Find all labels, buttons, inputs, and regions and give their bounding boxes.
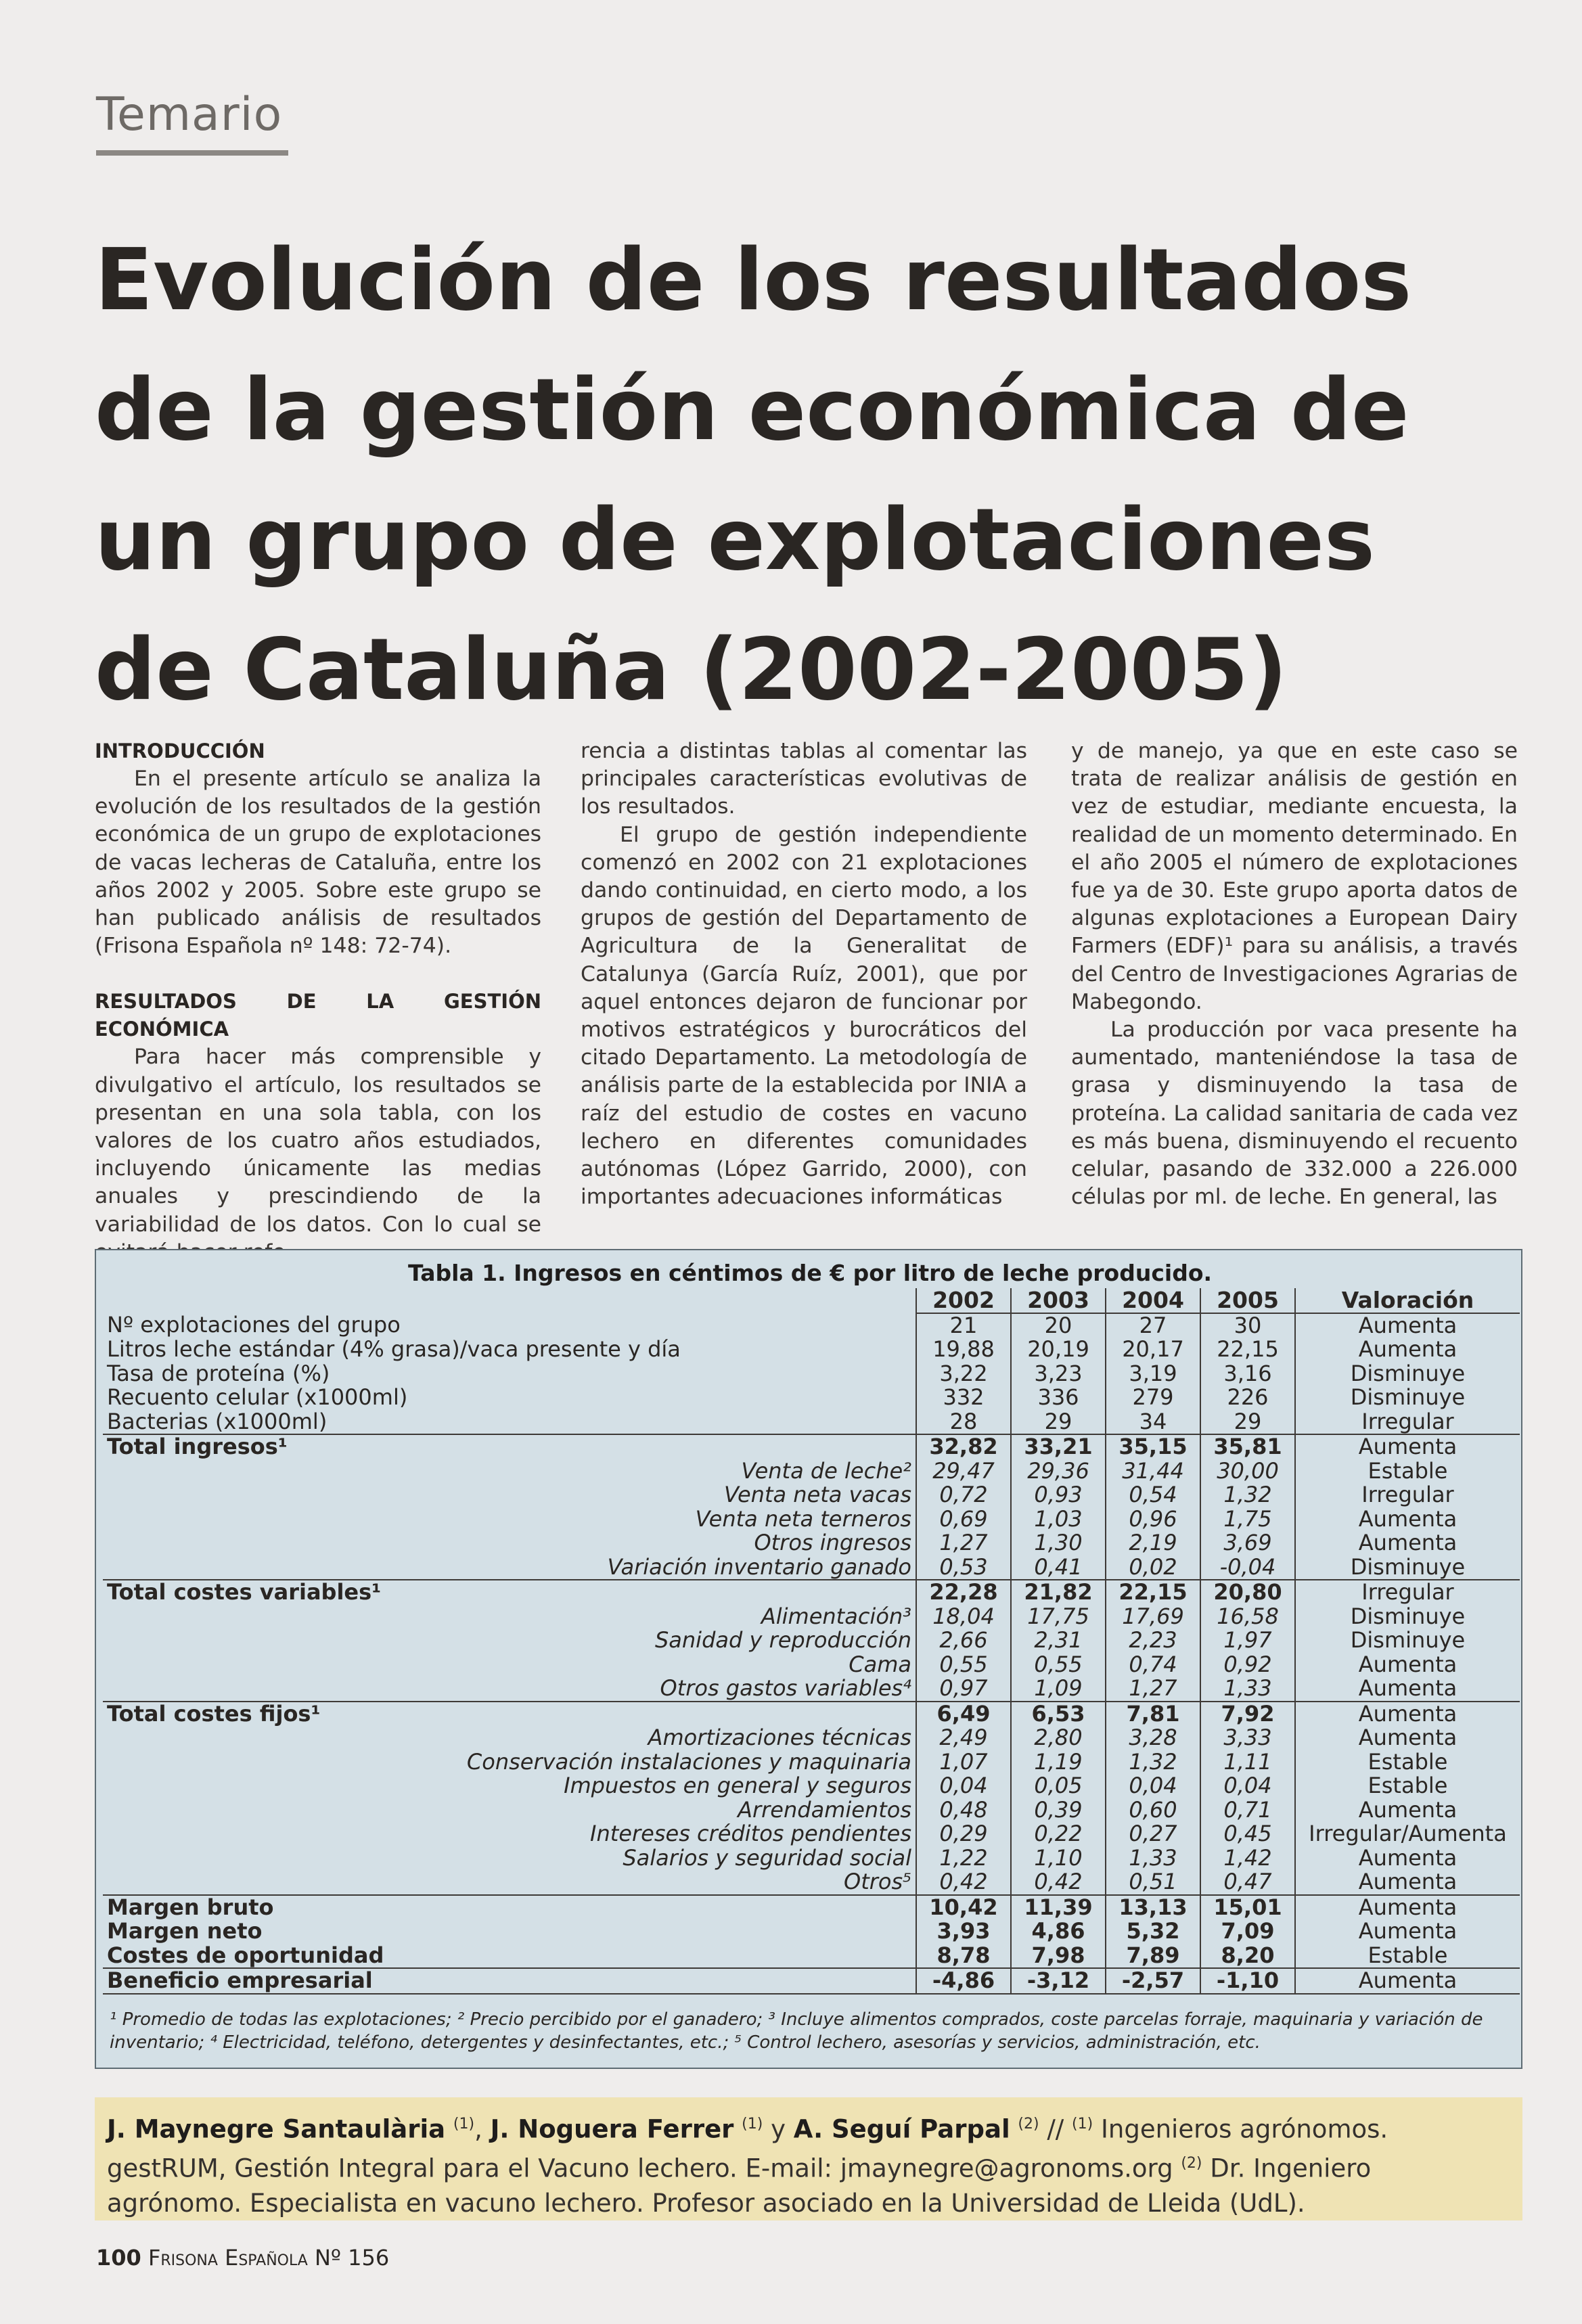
cell-value: 1,22 bbox=[916, 1846, 1011, 1871]
table-row bbox=[103, 1580, 1520, 1605]
cell-valoracion: Irregular/Aumenta bbox=[1295, 1822, 1520, 1846]
table-row bbox=[103, 1944, 1520, 1969]
author-affiliation: Ingenieros agrónomos. gestRUM, Gestión Integral para el Vacuno lechero. E-mail: jmaynegre@agronoms.org bbox=[107, 2114, 1388, 2183]
row-label: Recuento celular (x1000ml) bbox=[107, 1384, 408, 1410]
cell-value: 8,78 bbox=[916, 1944, 1011, 1969]
row-label: Venta de leche² bbox=[741, 1457, 911, 1484]
cell-value: 1,19 bbox=[1011, 1750, 1106, 1775]
cell-value: 0,53 bbox=[916, 1555, 1011, 1580]
table-row bbox=[103, 1628, 1520, 1653]
page-footer bbox=[96, 2245, 389, 2271]
cell-value: -4,86 bbox=[916, 1968, 1011, 1994]
cell-value: 13,13 bbox=[1106, 1895, 1200, 1920]
cell-value: 1,30 bbox=[1011, 1531, 1106, 1555]
cell-value: 3,33 bbox=[1200, 1726, 1295, 1750]
cell-value: -2,57 bbox=[1106, 1968, 1200, 1994]
cell-value: 2,80 bbox=[1011, 1726, 1106, 1750]
cell-value: 0,72 bbox=[916, 1483, 1011, 1507]
header-year: 2003 bbox=[1011, 1288, 1106, 1313]
cell-value: 1,11 bbox=[1200, 1750, 1295, 1775]
author-mark: (2) bbox=[1018, 2116, 1039, 2133]
header-label bbox=[103, 1288, 916, 1313]
cell-value: 29 bbox=[1011, 1410, 1106, 1435]
cell-value: 31,44 bbox=[1106, 1459, 1200, 1484]
cell-value: 0,74 bbox=[1106, 1653, 1200, 1677]
cell-value: 22,28 bbox=[916, 1580, 1011, 1605]
cell-value: 0,92 bbox=[1200, 1653, 1295, 1677]
cell-value: 1,32 bbox=[1200, 1483, 1295, 1507]
row-label: Alimentación³ bbox=[761, 1603, 911, 1629]
table-row bbox=[103, 1846, 1520, 1871]
page-number: 100 bbox=[96, 2245, 141, 2271]
cell-value: 18,04 bbox=[916, 1605, 1011, 1629]
cell-value: 0,93 bbox=[1011, 1483, 1106, 1507]
section-rule bbox=[96, 150, 288, 156]
cell-value: 1,33 bbox=[1106, 1846, 1200, 1871]
cell-value: 20,17 bbox=[1106, 1338, 1200, 1362]
row-label: Costes de oportunidad bbox=[103, 1944, 916, 1969]
cell-value: 0,39 bbox=[1011, 1798, 1106, 1823]
cell-valoracion: Aumenta bbox=[1295, 1968, 1520, 1994]
cell-value: 0,05 bbox=[1011, 1774, 1106, 1798]
cell-value: 6,49 bbox=[916, 1702, 1011, 1727]
row-label: Margen neto bbox=[107, 1918, 263, 1944]
row-label: Amortizaciones técnicas bbox=[648, 1725, 911, 1750]
table-row bbox=[103, 1750, 1520, 1775]
cell-valoracion: Disminuye bbox=[1295, 1362, 1520, 1386]
cell-value: 22,15 bbox=[1106, 1580, 1200, 1605]
cell-value: 30 bbox=[1200, 1313, 1295, 1338]
data-table bbox=[103, 1288, 1520, 1995]
cell-value: 3,28 bbox=[1106, 1726, 1200, 1750]
table-row bbox=[103, 1386, 1520, 1410]
cell-value: 0,45 bbox=[1200, 1822, 1295, 1846]
article-column-1 bbox=[95, 737, 541, 1237]
table-header-row bbox=[103, 1288, 1520, 1313]
paragraph: y de manejo, ya que en este caso se trata de realizar análisis de gestión en vez de estudiar, mediante encuesta, la realidad de un momento determinado. En el año 2005 el número de explotaciones fue ya de 30. Este grupo aporta datos de algunas explotaciones a European Dairy Farmers (EDF)¹ para su análisis, a través del Centro de Investigaciones Agrarias de Mabegondo. bbox=[1071, 739, 1518, 1014]
paragraph: En el presente artículo se analiza la evolución de los resultados de la gestión económica de un grupo de explotaciones de vacas lecheras de Cataluña, entre los años 2002 y 2005. Sobre este grupo se han publicado análisis de resultados (Frisona Española nº 148: 72-74). bbox=[95, 767, 541, 959]
author-name: J. Noguera Ferrer bbox=[490, 2114, 734, 2144]
row-label: Otros⁵ bbox=[103, 1870, 916, 1895]
cell-valoracion: Aumenta bbox=[1295, 1726, 1520, 1750]
cell-value: 0,02 bbox=[1106, 1555, 1200, 1580]
note-mark: (2) bbox=[1181, 2155, 1202, 2172]
paragraph: La producción por vaca presente ha aumentado, manteniéndose la tasa de grasa y disminuyendo la tasa de proteína. La calidad sanitaria de cada vez es más buena, disminuyendo el recuento celular, pasando de 332.000 a 226.000 células por ml. de leche. En general, las bbox=[1071, 1018, 1518, 1210]
cell-value: 34 bbox=[1106, 1410, 1200, 1435]
cell-value: 2,23 bbox=[1106, 1628, 1200, 1653]
cell-value: 7,89 bbox=[1106, 1944, 1200, 1969]
cell-value: 2,31 bbox=[1011, 1628, 1106, 1653]
cell-value: 20,80 bbox=[1200, 1580, 1295, 1605]
table-row bbox=[103, 1774, 1520, 1798]
note-mark: (1) bbox=[1072, 2116, 1093, 2133]
cell-value: 3,22 bbox=[916, 1362, 1011, 1386]
header-year: 2005 bbox=[1200, 1288, 1295, 1313]
row-label: Margen bruto bbox=[107, 1894, 274, 1920]
heading-resultados: RESULTADOS DE LA GESTIÓN ECONÓMICA bbox=[95, 990, 541, 1041]
table-row bbox=[103, 1507, 1520, 1532]
heading-introduccion: INTRODUCCIÓN bbox=[95, 739, 265, 762]
row-label: Venta neta terneros bbox=[695, 1505, 911, 1532]
cell-value: 1,42 bbox=[1200, 1846, 1295, 1871]
cell-value: 32,82 bbox=[916, 1434, 1011, 1459]
cell-value: 7,81 bbox=[1106, 1702, 1200, 1727]
table-row bbox=[103, 1653, 1520, 1677]
article-column-3 bbox=[1071, 737, 1518, 1216]
cell-value: 19,88 bbox=[916, 1338, 1011, 1362]
cell-value: 4,86 bbox=[1011, 1919, 1106, 1944]
cell-valoracion: Disminuye bbox=[1295, 1628, 1520, 1653]
table-row bbox=[103, 1702, 1520, 1727]
table-row bbox=[103, 1726, 1520, 1750]
cell-value: 0,48 bbox=[916, 1798, 1011, 1823]
paragraph: Para hacer más comprensible y divulgativo el artículo, los resultados se presentan en una sola tabla, con los valores de los cuatro años estudiados, incluyendo únicamente las medias anuales y prescindiendo de la variabilidad de los datos. Con lo cual se bbox=[95, 1045, 541, 1237]
cell-value: 1,09 bbox=[1011, 1677, 1106, 1702]
row-label: Litros leche estándar (4% grasa)/vaca presente y día bbox=[107, 1336, 681, 1362]
cell-value: 3,16 bbox=[1200, 1362, 1295, 1386]
cell-valoracion: Aumenta bbox=[1295, 1653, 1520, 1677]
cell-value: 20,19 bbox=[1011, 1338, 1106, 1362]
table-row bbox=[103, 1362, 1520, 1386]
cell-value: 17,69 bbox=[1106, 1605, 1200, 1629]
cell-value: 7,09 bbox=[1200, 1919, 1295, 1944]
table-footnote: ¹ Promedio de todas las explotaciones; ² Precio percibido por el ganadero; ³ Incluye alimentos comprados, coste parcelas forraje, maquinaria y variación de inventario; ⁴ Electricidad, teléfono, detergentes y desinfectantes, etc.; ⁵ Control lechero, asesorías y servicios, administración, etc. bbox=[110, 2009, 1483, 2053]
cell-value: 21 bbox=[916, 1313, 1011, 1338]
row-label: Nº explotaciones del grupo bbox=[107, 1312, 401, 1338]
cell-value: 0,71 bbox=[1200, 1798, 1295, 1823]
cell-value: 7,92 bbox=[1200, 1702, 1295, 1727]
cell-value: 8,20 bbox=[1200, 1944, 1295, 1969]
cell-value: 29,36 bbox=[1011, 1459, 1106, 1484]
row-label: Conservación instalaciones y maquinaria bbox=[466, 1748, 911, 1775]
cell-value: 1,33 bbox=[1200, 1677, 1295, 1702]
cell-valoracion: Aumenta bbox=[1295, 1338, 1520, 1362]
cell-value: 10,42 bbox=[916, 1895, 1011, 1920]
table-row bbox=[103, 1605, 1520, 1629]
cell-value: 2,19 bbox=[1106, 1531, 1200, 1555]
table-caption: Tabla 1. Ingresos en céntimos de € por litro de leche producido. bbox=[407, 1260, 1213, 1286]
cell-value: 20 bbox=[1011, 1313, 1106, 1338]
header-valoracion: Valoración bbox=[1295, 1288, 1520, 1313]
author-name: A. Seguí Parpal bbox=[793, 2114, 1010, 2144]
cell-value: 33,21 bbox=[1011, 1434, 1106, 1459]
table-row bbox=[103, 1822, 1520, 1846]
cell-value: 6,53 bbox=[1011, 1702, 1106, 1727]
separator: , bbox=[474, 2114, 491, 2144]
row-label: Intereses créditos pendientes bbox=[590, 1821, 911, 1846]
cell-valoracion: Irregular bbox=[1295, 1580, 1520, 1605]
row-label: Impuestos en general y seguros bbox=[564, 1773, 911, 1798]
table-row bbox=[103, 1870, 1520, 1895]
cell-value: 0,60 bbox=[1106, 1798, 1200, 1823]
cell-value: 3,23 bbox=[1011, 1362, 1106, 1386]
cell-value: 29,47 bbox=[916, 1459, 1011, 1484]
cell-valoracion: Aumenta bbox=[1295, 1870, 1520, 1895]
cell-value: 1,27 bbox=[1106, 1677, 1200, 1702]
cell-valoracion: Disminuye bbox=[1295, 1386, 1520, 1410]
author-mark: (1) bbox=[453, 2116, 475, 2133]
header-year: 2004 bbox=[1106, 1288, 1200, 1313]
cell-valoracion: Disminuye bbox=[1295, 1555, 1520, 1580]
cell-value: 21,82 bbox=[1011, 1580, 1106, 1605]
paragraph: El grupo de gestión independiente comenzó en 2002 con 21 explotaciones dando continuidad, en cierto modo, a los grupos de gestión del Departamento de Agricultura de la Generalitat de Catalunya (García Ruíz, 2001), que por aquel entonces dejaron de funcionar por motivos estratégicos y burocráticos del citado Departamento. La metodología de análisis parte de la establecida por INIA a raíz del estudio de costes en vacuno lechero en diferentes comunidades autónomas (López Garrido, 2000), con importantes adecuaciones informáticas bbox=[581, 822, 1027, 1210]
row-label: Bacterias (x1000ml) bbox=[103, 1410, 916, 1435]
cell-value: 0,96 bbox=[1106, 1507, 1200, 1532]
row-label: Total ingresos¹ bbox=[107, 1434, 288, 1459]
article-column-2 bbox=[581, 737, 1027, 1216]
cell-value: 2,49 bbox=[916, 1726, 1011, 1750]
table-row bbox=[103, 1895, 1520, 1920]
cell-valoracion: Disminuye bbox=[1295, 1605, 1520, 1629]
table-row bbox=[103, 1313, 1520, 1338]
table-row bbox=[103, 1459, 1520, 1484]
cell-value: 11,39 bbox=[1011, 1895, 1106, 1920]
cell-value: 35,15 bbox=[1106, 1434, 1200, 1459]
cell-valoracion: Aumenta bbox=[1295, 1798, 1520, 1823]
table-row bbox=[103, 1483, 1520, 1507]
cell-value: -0,04 bbox=[1200, 1555, 1295, 1580]
cell-valoracion: Aumenta bbox=[1295, 1702, 1520, 1727]
cell-valoracion: Aumenta bbox=[1295, 1919, 1520, 1944]
author-mark: (1) bbox=[742, 2116, 763, 2133]
cell-value: 336 bbox=[1011, 1386, 1106, 1410]
cell-value: 3,93 bbox=[916, 1919, 1011, 1944]
cell-value: 2,66 bbox=[916, 1628, 1011, 1653]
cell-value: 332 bbox=[916, 1386, 1011, 1410]
author-name: J. Maynegre Santaulària bbox=[107, 2114, 446, 2144]
cell-value: -1,10 bbox=[1200, 1968, 1295, 1994]
cell-value: 0,04 bbox=[1106, 1774, 1200, 1798]
cell-value: 16,58 bbox=[1200, 1605, 1295, 1629]
table-row bbox=[103, 1555, 1520, 1580]
cell-value: 0,55 bbox=[1011, 1653, 1106, 1677]
row-label: Arrendamientos bbox=[738, 1796, 911, 1823]
cell-value: 15,01 bbox=[1200, 1895, 1295, 1920]
row-label: Venta neta vacas bbox=[723, 1482, 911, 1507]
cell-value: 0,97 bbox=[916, 1677, 1011, 1702]
cell-valoracion: Aumenta bbox=[1295, 1846, 1520, 1871]
cell-value: 35,81 bbox=[1200, 1434, 1295, 1459]
cell-value: 17,75 bbox=[1011, 1605, 1106, 1629]
cell-value: 0,69 bbox=[916, 1507, 1011, 1532]
table-row bbox=[103, 1798, 1520, 1823]
row-label: Otros gastos variables⁴ bbox=[103, 1677, 916, 1702]
paragraph: rencia a distintas tablas al comentar las principales características evolutivas de los resultados. bbox=[581, 739, 1027, 819]
table-row bbox=[103, 1677, 1520, 1702]
cell-valoracion: Aumenta bbox=[1295, 1895, 1520, 1920]
author-box bbox=[95, 2097, 1522, 2220]
cell-value: 1,97 bbox=[1200, 1628, 1295, 1653]
cell-value: 7,98 bbox=[1011, 1944, 1106, 1969]
table-row bbox=[103, 1410, 1520, 1435]
cell-value: 0,47 bbox=[1200, 1870, 1295, 1895]
cell-valoracion: Aumenta bbox=[1295, 1531, 1520, 1555]
cell-value: 279 bbox=[1106, 1386, 1200, 1410]
cell-value: 226 bbox=[1200, 1386, 1295, 1410]
cell-value: 1,27 bbox=[916, 1531, 1011, 1555]
separator: // bbox=[1039, 2114, 1072, 2144]
cell-valoracion: Aumenta bbox=[1295, 1434, 1520, 1459]
row-label: Salarios y seguridad social bbox=[623, 1844, 911, 1871]
cell-value: 29 bbox=[1200, 1410, 1295, 1435]
cell-value: -3,12 bbox=[1011, 1968, 1106, 1994]
cell-value: 3,69 bbox=[1200, 1531, 1295, 1555]
cell-value: 0,04 bbox=[916, 1774, 1011, 1798]
table-row bbox=[103, 1338, 1520, 1362]
cell-value: 3,19 bbox=[1106, 1362, 1200, 1386]
publication-name: Frisona Española Nº 156 bbox=[148, 2245, 390, 2271]
cell-value: 0,04 bbox=[1200, 1774, 1295, 1798]
cell-value: 0,41 bbox=[1011, 1555, 1106, 1580]
cell-value: 1,75 bbox=[1200, 1507, 1295, 1532]
cell-valoracion: Estable bbox=[1295, 1774, 1520, 1798]
cell-value: 5,32 bbox=[1106, 1919, 1200, 1944]
cell-valoracion: Aumenta bbox=[1295, 1677, 1520, 1702]
cell-valoracion: Estable bbox=[1295, 1750, 1520, 1775]
cell-value: 28 bbox=[916, 1410, 1011, 1435]
article-title: Evolución de los resultados de la gestión económica de un grupo de explotaciones de Cataluña (2002-2005) bbox=[95, 230, 1412, 719]
section-label: Temario bbox=[96, 88, 283, 141]
cell-value: 27 bbox=[1106, 1313, 1200, 1338]
cell-valoracion: Irregular bbox=[1295, 1483, 1520, 1507]
cell-valoracion: Estable bbox=[1295, 1459, 1520, 1484]
cell-value: 0,51 bbox=[1106, 1870, 1200, 1895]
cell-value: 0,27 bbox=[1106, 1822, 1200, 1846]
table-row bbox=[103, 1968, 1520, 1994]
cell-value: 0,54 bbox=[1106, 1483, 1200, 1507]
table-row bbox=[103, 1531, 1520, 1555]
cell-valoracion: Aumenta bbox=[1295, 1507, 1520, 1532]
row-label: Otros ingresos bbox=[754, 1530, 911, 1555]
cell-value: 0,22 bbox=[1011, 1822, 1106, 1846]
header-year: 2002 bbox=[916, 1288, 1011, 1313]
row-label: Beneficio empresarial bbox=[103, 1968, 916, 1994]
table-row bbox=[103, 1434, 1520, 1459]
row-label: Cama bbox=[849, 1651, 911, 1677]
row-label: Sanidad y reproducción bbox=[654, 1627, 911, 1653]
separator: y bbox=[763, 2114, 794, 2144]
cell-valoracion: Aumenta bbox=[1295, 1313, 1520, 1338]
cell-value: 1,32 bbox=[1106, 1750, 1200, 1775]
row-label: Total costes variables¹ bbox=[107, 1579, 382, 1605]
cell-value: 0,42 bbox=[916, 1870, 1011, 1895]
row-label: Tasa de proteína (%) bbox=[107, 1360, 330, 1386]
row-label: Total costes fijos¹ bbox=[107, 1700, 321, 1727]
cell-value: 1,10 bbox=[1011, 1846, 1106, 1871]
cell-value: 22,15 bbox=[1200, 1338, 1295, 1362]
cell-value: 0,29 bbox=[916, 1822, 1011, 1846]
cell-value: 1,07 bbox=[916, 1750, 1011, 1775]
row-label: Variación inventario ganado bbox=[103, 1555, 916, 1580]
cell-value: 1,03 bbox=[1011, 1507, 1106, 1532]
author-affiliation: Dr. Ingeniero agrónomo. Especialista en vacuno lechero. Profesor asociado en la Universidad de Lleida (UdL). bbox=[107, 2154, 1372, 2218]
cell-value: 0,55 bbox=[916, 1653, 1011, 1677]
table-1 bbox=[95, 1249, 1522, 2069]
cell-value: 30,00 bbox=[1200, 1459, 1295, 1484]
cell-value: 0,42 bbox=[1011, 1870, 1106, 1895]
cell-valoracion: Irregular bbox=[1295, 1410, 1520, 1435]
table-row bbox=[103, 1919, 1520, 1944]
cell-valoracion: Estable bbox=[1295, 1944, 1520, 1969]
